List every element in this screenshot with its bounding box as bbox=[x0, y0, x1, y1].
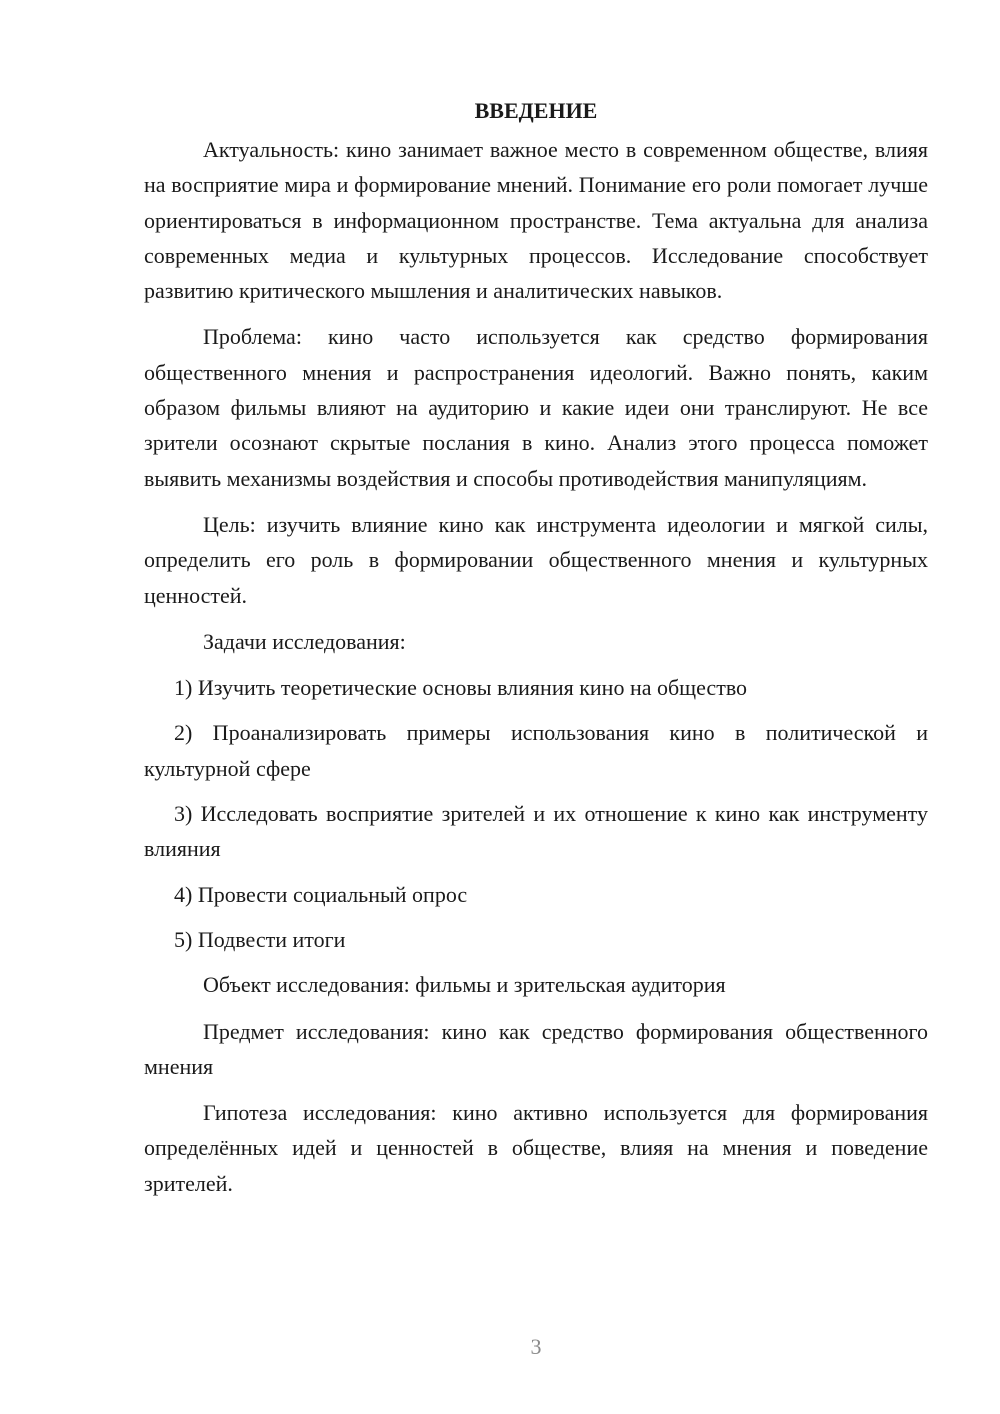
section-title: ВВЕДЕНИЕ bbox=[474, 98, 598, 123]
task-item: 5) Подвести итоги bbox=[174, 926, 346, 952]
task-item: 3) Исследовать восприятие зрителей и их отношение к кино как инструменту влияния bbox=[144, 801, 928, 862]
hypothesis-paragraph: Гипотеза исследования: кино активно используется для формирования определённых идей и ценностей в обществе, влияя на мнения и поведение зрителей. bbox=[144, 1100, 928, 1196]
task-item: 4) Провести социальный опрос bbox=[174, 881, 468, 907]
document-page bbox=[144, 96, 928, 1212]
goal-paragraph: Цель: изучить влияние кино как инструмента идеологии и мягкой силы, определить его роль в формировании общественного мнения и культурных ценностей. bbox=[144, 511, 928, 608]
tasks-heading: Задачи исследования: bbox=[203, 628, 406, 654]
task-item: 1) Изучить теоретические основы влияния кино на общество bbox=[174, 675, 748, 701]
problem-paragraph: Проблема: кино часто используется как средство формирования общественного мнения и распространения идеологий. Важно понять, каким образом фильмы влияют на аудиторию и какие идеи они транслируют. Не все зрители осознают скрытые послания в кино. Анализ этого процесса поможет выявить механизмы воздействия и способы противодействия манипуляциям. bbox=[144, 324, 928, 491]
object-paragraph: Объект исследования: фильмы и зрительская аудитория bbox=[203, 972, 726, 998]
page-number: 3 bbox=[530, 1334, 542, 1359]
task-item: 2) Проанализировать примеры использования кино в политической и культурной сфере bbox=[144, 720, 928, 781]
subject-paragraph: Предмет исследования: кино как средство формирования общественного мнения bbox=[144, 1018, 928, 1079]
relevance-paragraph: Актуальность: кино занимает важное место в современном обществе, влияя на восприятие мира и формирование мнений. Понимание его роли помогает лучше ориентироваться в информационном пространстве. Тема актуальна для анализа современных медиа и культурных процессов. Исследование способствует развитию критического мышления и аналитических навыков. bbox=[144, 137, 928, 304]
